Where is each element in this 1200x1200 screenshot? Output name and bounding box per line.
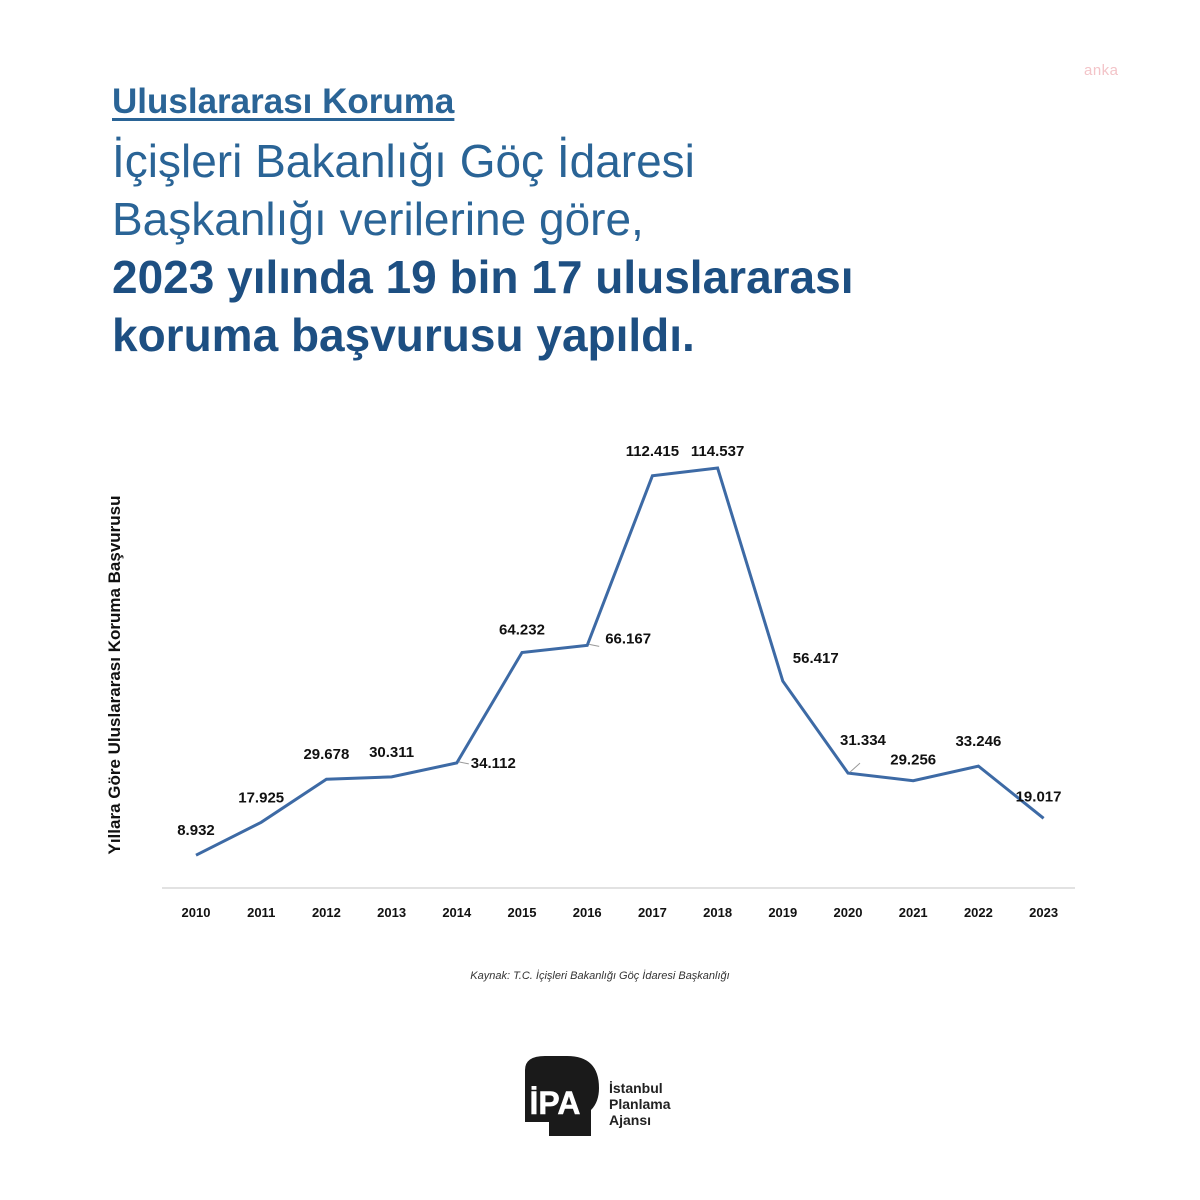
x-tick-label: 2019: [768, 905, 798, 920]
ipa-logo-lettering: İPA: [529, 1085, 581, 1121]
data-label: 30.311: [369, 743, 415, 761]
data-label: 114.537: [690, 443, 745, 461]
x-tick-label: 2021: [898, 905, 928, 920]
data-label: 34.112: [470, 754, 516, 772]
label-leader-line: [459, 762, 469, 764]
series-line: [196, 468, 1044, 855]
source-note: Kaynak: T.C. İçişleri Bakanlığı Göç İdaresi Başkanlığı: [470, 970, 730, 982]
data-label: 19.017: [1015, 788, 1062, 806]
x-tick-label: 2012: [311, 905, 341, 920]
data-label: 8.932: [177, 822, 215, 840]
watermark: anka: [1084, 62, 1119, 79]
x-tick-label: 2015: [507, 905, 537, 920]
logo-line-3: Ajansı: [609, 1112, 652, 1128]
label-leader-line: [589, 644, 599, 646]
headline-line-2: Başkanlığı verilerine göre,: [112, 193, 644, 245]
data-label: 64.232: [499, 621, 545, 639]
x-tick-label: 2017: [637, 905, 667, 920]
data-label: 29.256: [890, 751, 937, 769]
data-label: 66.167: [605, 630, 652, 648]
x-tick-label: 2016: [572, 905, 602, 920]
y-axis-title: Yıllara Göre Uluslararası Koruma Başvurusu: [105, 495, 124, 855]
x-tick-label: 2011: [247, 905, 276, 920]
ipa-logo-mark: [515, 1052, 605, 1142]
ipa-logo-text: [609, 1080, 670, 1128]
headline-line-1: İçişleri Bakanlığı Göç İdaresi: [112, 135, 695, 187]
x-tick-label: 2010: [181, 905, 211, 920]
headline-line-3: 2023 yılında 19 bin 17 uluslararası: [112, 251, 854, 303]
x-tick-label: 2022: [963, 905, 993, 920]
data-label: 112.415: [625, 442, 680, 460]
logo-line-2: Planlama: [609, 1096, 671, 1112]
x-tick-label: 2013: [377, 905, 407, 920]
headline-line-4: koruma başvurusu yapıldı.: [112, 309, 695, 361]
data-label: 56.417: [792, 650, 839, 668]
x-tick-label: 2020: [833, 905, 863, 920]
x-tick-label: 2023: [1029, 905, 1059, 920]
data-label: 29.678: [303, 746, 350, 764]
data-label: 17.925: [238, 789, 285, 807]
x-tick-label: 2014: [442, 905, 472, 920]
ipa-logo: [515, 1052, 715, 1142]
logo-line-1: İstanbul: [609, 1080, 663, 1096]
label-leader-line: [850, 763, 860, 772]
data-label: 31.334: [840, 732, 886, 750]
kicker-title: Uluslararası Koruma: [112, 82, 455, 121]
chart-marks: [177, 443, 1061, 920]
x-tick-label: 2018: [703, 905, 733, 920]
data-label: 33.246: [955, 733, 1002, 751]
